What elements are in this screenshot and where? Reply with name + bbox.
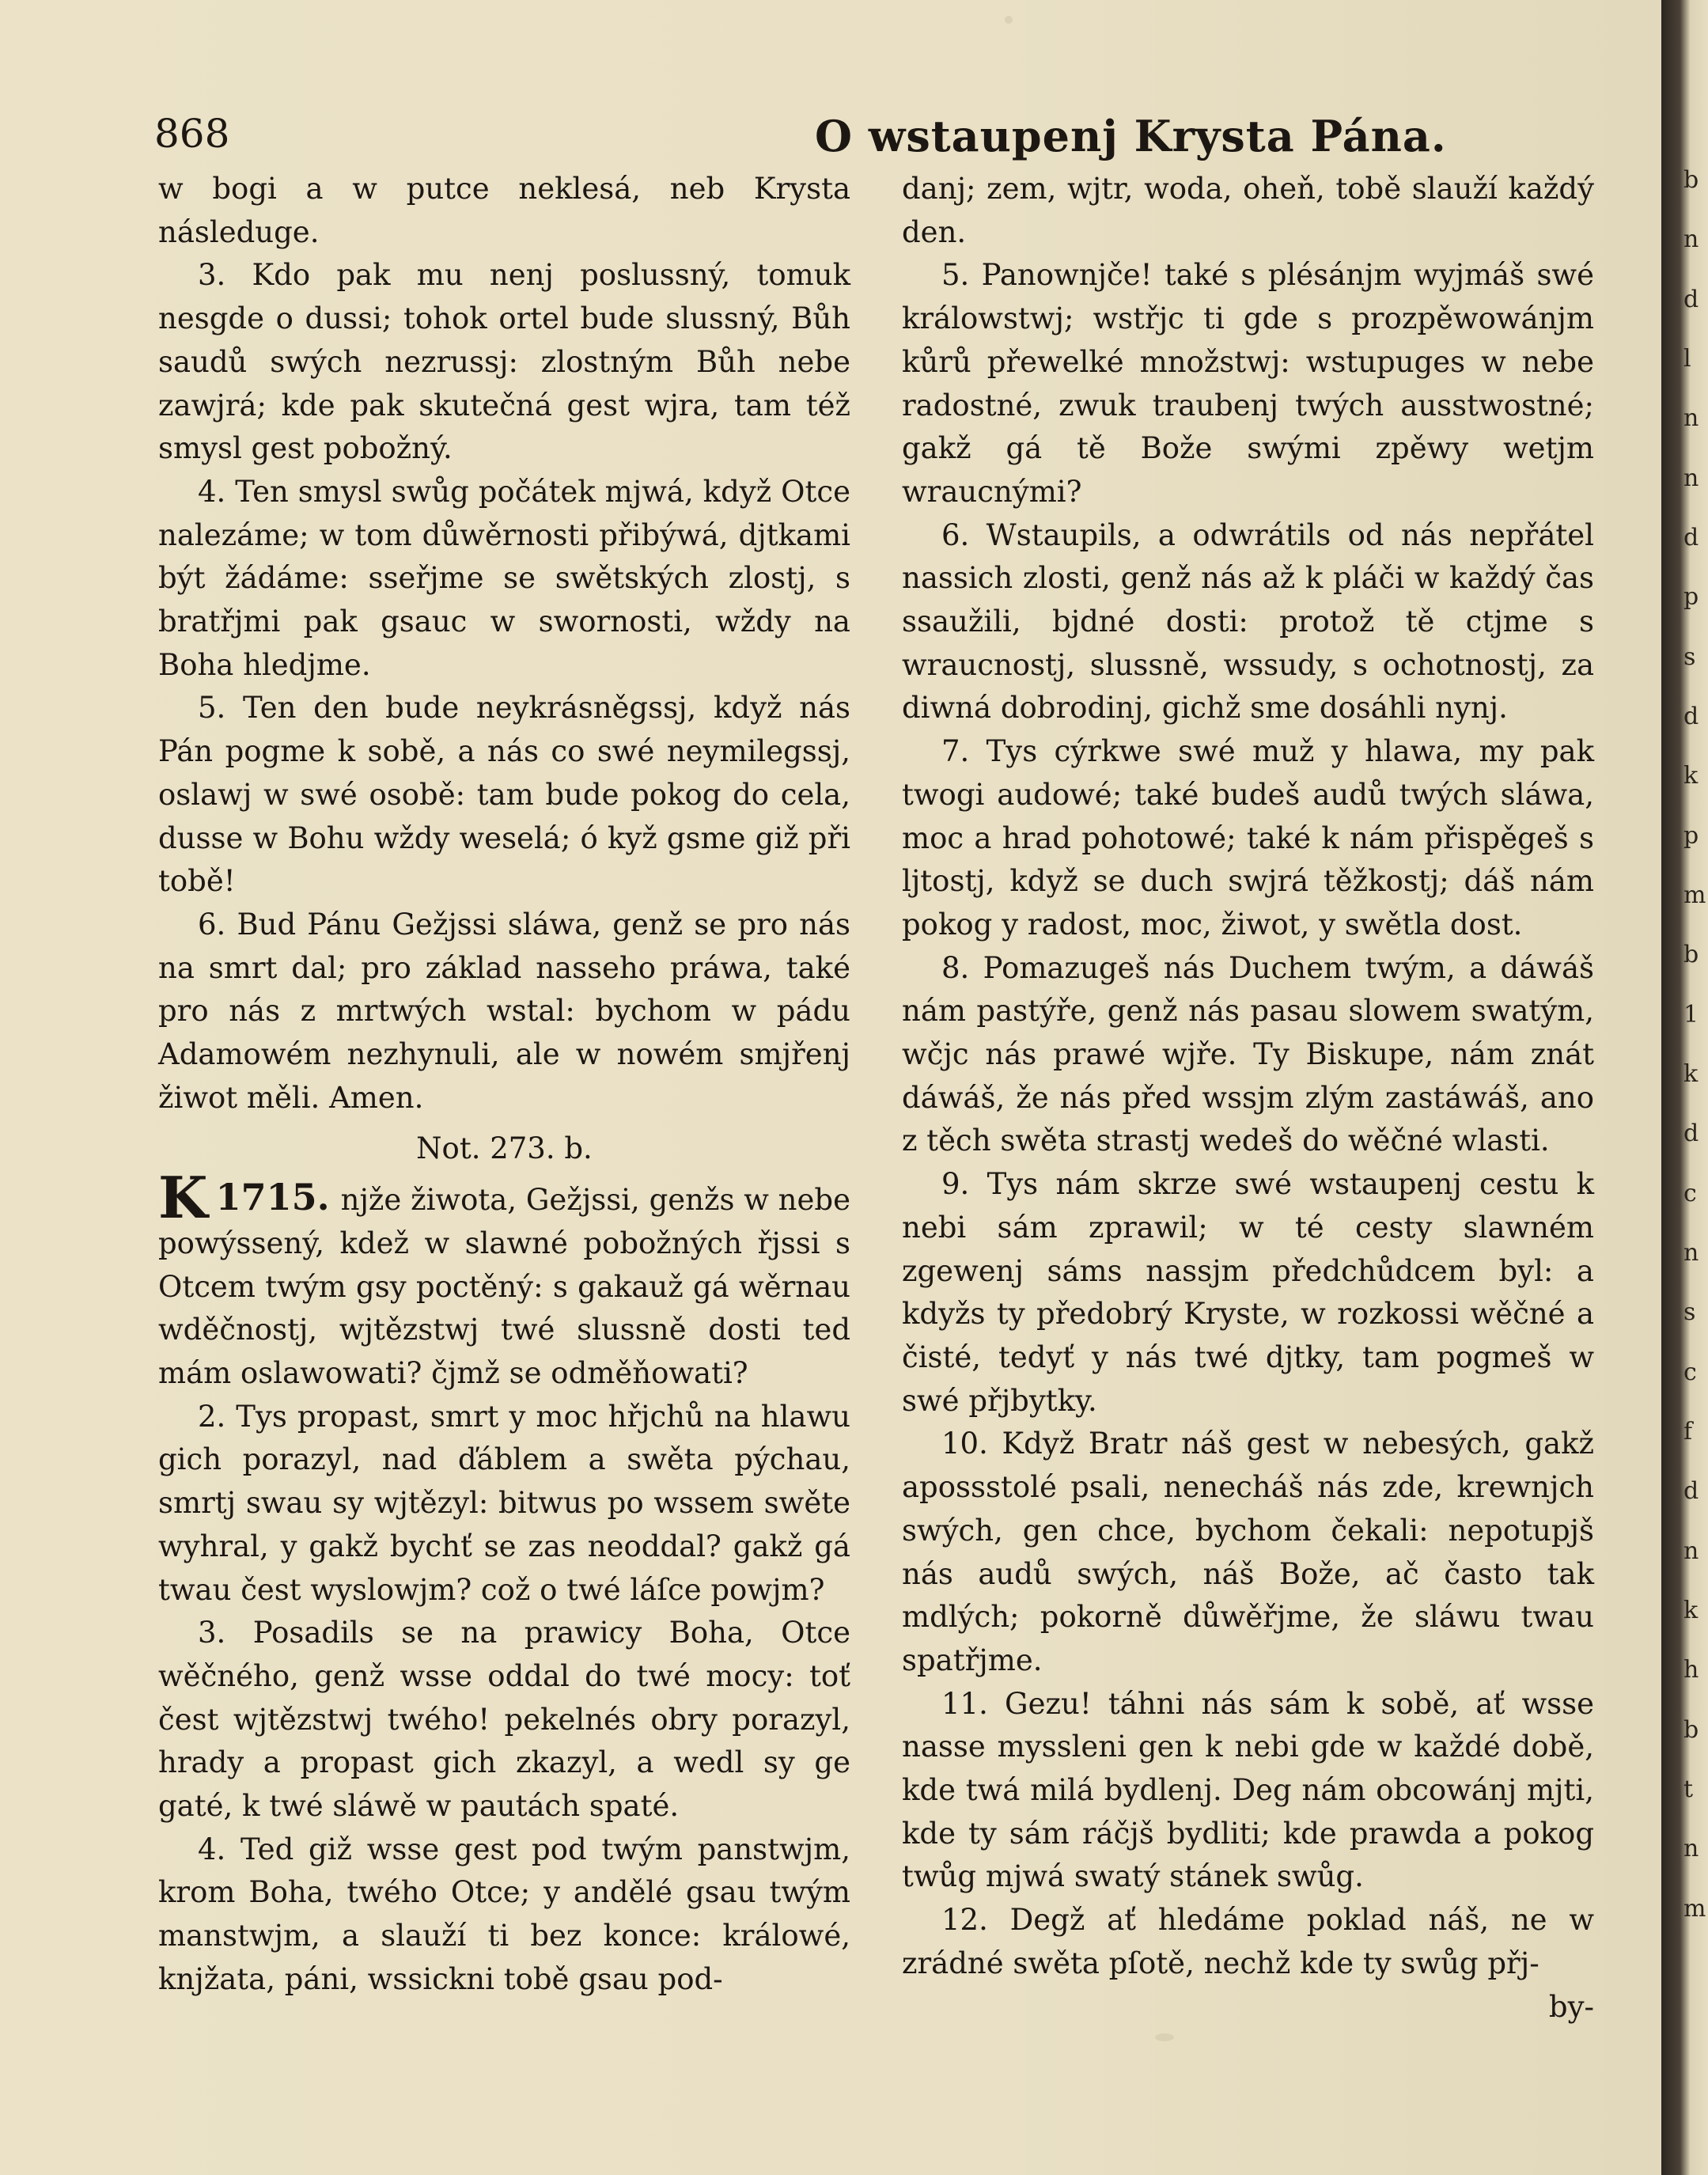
edge-fragment: d bbox=[1683, 1477, 1699, 1505]
hymn-verse-9: 9. Tys nám skrze swé wstaupenj cestu k nebi sám zprawil; w té cesty slawném zgewenj sáms nassjm předchůdcem byl: a kdyžs ty předobrý Kryste, w rozkossi wěčné a čisté, tedyť y nás twé djtky, tam pogmeš w swé přjbytky. bbox=[902, 1167, 1594, 1418]
hymn-verse-10: 10. Když Bratr náš gest w nebesých, gakž apossstolé psali, nenecháš nás zde, krewnjch swých, gen chce, bychom čekali: nepotupjš nás audů swých, náš Bože, ač často tak mdlých; pokorně důwěřjme, že sláwu twau spatřjme. bbox=[902, 1427, 1594, 1677]
hymn-first-verse bbox=[158, 1164, 850, 1396]
hymn-verse-2: 2. Tys propast, smrt y moc hřjchů na hlawu gich porazyl, nad ďáblem a swěta pýchau, smrtj swau sy wjtězyl: bitwus po wssem swěte wyhral, y gakž bychť se zas neoddal? gakž gá twau čest wyslowjm? což o twé láſce powjm? bbox=[158, 1399, 850, 1607]
speck bbox=[1005, 16, 1013, 24]
edge-fragment: s bbox=[1683, 643, 1696, 671]
hymn-verse-8: 8. Pomazugeš nás Duchem twým, a dáwáš nám pastýře, genž nás pasau slowem swatým, wčjc nás prawé wjře. Ty Biskupe, nám znát dáwáš, že nás před wssjm zlým zastáwáš, ano z těch swěta strastj wedeš do wěčné wlasti. bbox=[902, 950, 1594, 1158]
edge-fragment: c bbox=[1683, 1180, 1697, 1207]
edge-fragment: s bbox=[1683, 1298, 1696, 1326]
hymn-verse-4: 4. Ted giž wsse gest pod twým panstwjm, krom Boha, twého Otce; y andělé gsau twým manstwjm, a slauží ti bez konce: králowé, knjžata, páni, wssickni tobě gsau pod- bbox=[158, 1832, 850, 1996]
edge-fragment: b bbox=[1683, 941, 1699, 968]
edge-fragment: m bbox=[1683, 881, 1706, 909]
edge-fragment: l bbox=[1683, 345, 1691, 373]
running-title: O wstaupenj Krysta Pána. bbox=[815, 111, 1447, 161]
page-header bbox=[154, 111, 1642, 166]
edge-fragment: p bbox=[1683, 583, 1699, 611]
hymn-verse-6: 6. Wstaupils, a odwrátils od nás nepřátel nassich zlosti, genž nás až k pláči w každý čas ssaužili, bjdné dosti: protož tě ctjme s wraucnostj, slussně, wssudy, s ochotnostj, za diwná dobrodinj, gichž sme dosáhli nynj. bbox=[902, 517, 1594, 726]
paragraph: w bogi a w putce neklesá, neb Krysta následuge. bbox=[158, 172, 850, 249]
hymn-verse-3: 3. Posadils se na prawicy Boha, Otce wěčného, genž wsse oddal do twé mocy: toť čest wjtězstwj twého! pekelnés obry porazyl, hrady a propast gich zkazyl, a wedl sy ge gaté, k twé sláwě w pautách spaté. bbox=[158, 1616, 850, 1824]
edge-fragment: f bbox=[1683, 1418, 1693, 1446]
edge-fragment: p bbox=[1683, 822, 1699, 850]
hymn-number: 1715. bbox=[215, 1176, 330, 1219]
verse-5: 5. Ten den bude neykrásněgssj, když nás Pán pogme k sobě, a nás co swé neymilegssj, oslawj w swé osobě: tam bude pokog do cela, dusse w Bohu wždy weselá; ó kyž gsme giž při tobě! bbox=[158, 691, 850, 899]
hymn-verse-7: 7. Tys cýrkwe swé muž y hlawa, my pak twogi audowé; také budeš audů twých sláwa, moc a hrad pohotowé; také k nám přispěgeš s ljtostj, když se duch swjrá těžkostj; dáš nám pokog y radost, moc, žiwot, y swětla dost. bbox=[902, 734, 1594, 942]
verse-4: 4. Ten smysl swůg počátek mjwá, když Otce nalezáme; w tom důwěrnosti přibýwá, djtkami být žádáme: sseřjme se swětských zlostj, s bratřjmi pak gsauc w swornosti, wždy na Boha hledjme. bbox=[158, 474, 850, 682]
facing-page-fragments bbox=[1683, 166, 1708, 1986]
edge-fragment: n bbox=[1683, 1537, 1699, 1565]
edge-fragment: t bbox=[1683, 1775, 1694, 1803]
edge-fragment: n bbox=[1683, 1835, 1699, 1862]
edge-fragment: k bbox=[1683, 762, 1699, 790]
hymn-verse-1: njže žiwota, Gežjssi, genžs w nebe powýssený, kdež w slawné pobožných řjssi s Otcem twým gsy poctěný: s gakauž gá wěrnau wděčnostj, wjtězstwj twé slussně dosti ted mám oslawowati? čjmž se odměňowati? bbox=[158, 1183, 850, 1390]
edge-fragment: b bbox=[1683, 166, 1699, 194]
edge-fragment: d bbox=[1683, 524, 1699, 551]
edge-fragment: k bbox=[1683, 1060, 1699, 1088]
edge-fragment: d bbox=[1683, 1120, 1699, 1147]
hymn-verse-12: 12. Degž ať hledáme poklad náš, ne w zrádné swěta pſotě, nechž kde ty swůg přj- bbox=[902, 1903, 1594, 1980]
hymn-verse-5: 5. Panownjče! také s plésánjm wyjmáš swé králowstwj; wstřjc ti gde s prozpěwowánjm kůrů přewelké množstwj: wstupuges w nebe radostné, zwuk traubenj twých ausstwostné; gakž gá tě Bože swými zpěwy wetjm wraucnými? bbox=[902, 258, 1594, 509]
edge-fragment: h bbox=[1683, 1656, 1699, 1684]
right-column bbox=[902, 168, 1594, 2029]
paragraph: danj; zem, wjtr, woda, oheň, tobě slauží každý den. bbox=[902, 172, 1594, 249]
edge-fragment: n bbox=[1683, 1239, 1699, 1267]
edge-fragment: c bbox=[1683, 1358, 1697, 1386]
edge-fragment: n bbox=[1683, 464, 1699, 492]
verse-6: 6. Bud Pánu Gežjssi sláwa, genž se pro nás na smrt dal; pro základ nasseho práwa, také pro nás z mrtwých wstal: bychom w pádu Adamowém nezhynuli, ale w nowém smjřenj žiwot měli. Amen. bbox=[158, 907, 850, 1115]
edge-fragment: m bbox=[1683, 1895, 1706, 1923]
edge-fragment: b bbox=[1683, 1716, 1699, 1744]
edge-fragment: n bbox=[1683, 225, 1699, 253]
edge-fragment: d bbox=[1683, 286, 1699, 313]
hymn-verse-11: 11. Gezu! táhni nás sám k sobě, ať wsse nasse myssleni gen k nebi gde w každé době, kde twá milá bydlenj. Deg nám obcowánj mjti, kde ty sám ráčjš bydliti; kde prawda a pokog twůg mjwá swatý stánek swůg. bbox=[902, 1686, 1594, 1894]
catchword: by- bbox=[1548, 1989, 1594, 2024]
page-number: 868 bbox=[154, 111, 230, 157]
drop-cap: K bbox=[158, 1164, 208, 1232]
left-column bbox=[158, 168, 850, 2002]
note-reference: Not. 273. b. bbox=[416, 1131, 593, 1166]
edge-fragment: d bbox=[1683, 703, 1699, 730]
verse-3: 3. Kdo pak mu nenj poslussný, tomuk nesgde o dussi; tohok ortel bude slussný, Bůh saudů swých nezrussj: zlostným Bůh nebe zawjrá; kde pak skutečná gest wjra, tam též smysl gest pobožný. bbox=[158, 258, 850, 466]
speck bbox=[1155, 2033, 1174, 2041]
edge-fragment: n bbox=[1683, 404, 1699, 432]
edge-fragment: 1 bbox=[1683, 1001, 1699, 1029]
edge-fragment: k bbox=[1683, 1597, 1699, 1624]
